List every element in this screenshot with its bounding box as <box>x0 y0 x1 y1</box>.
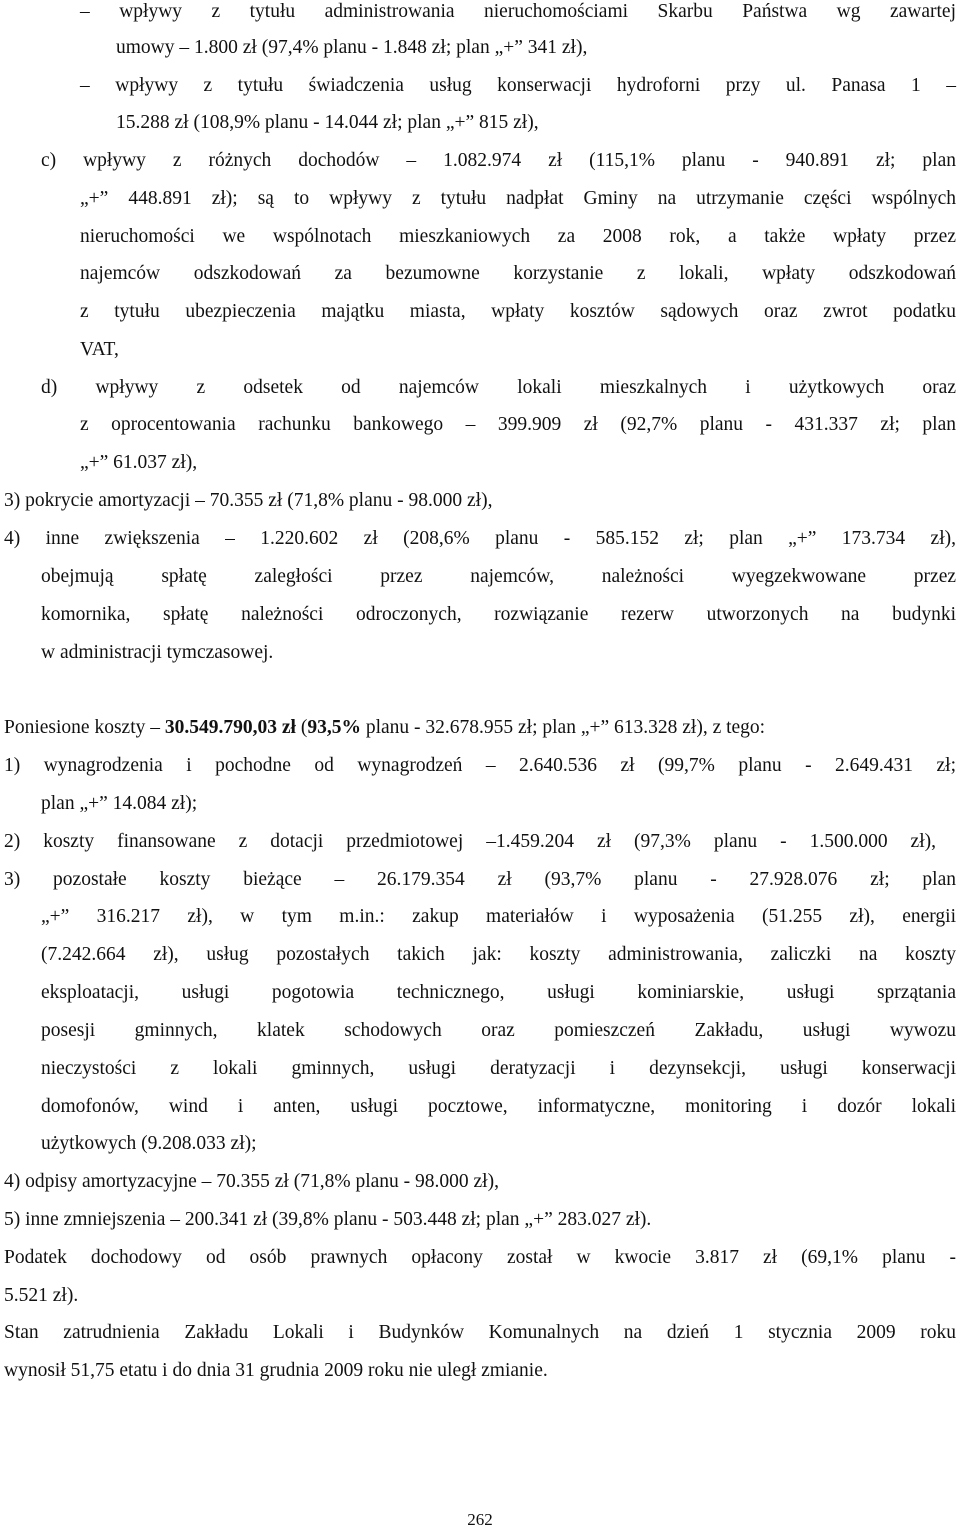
text-line: Stan zatrudnienia Zakładu Lokali i Budynków Komunalnych na dzień 1 stycznia 2009 roku <box>4 1322 956 1343</box>
text-line: 4) odpisy amortyzacyjne – 70.355 zł (71,8% planu - 98.000 zł), <box>4 1171 499 1192</box>
text-line: komornika, spłatę należności odroczonych, rozwiązanie rezerw utworzonych na budynki <box>41 604 956 625</box>
text-line: wynosił 51,75 etatu i do dnia 31 grudnia 2009 roku nie uległ zmianie. <box>4 1360 548 1381</box>
costs-percent: 93,5% <box>307 717 361 738</box>
costs-label: Poniesione koszty – <box>4 717 165 738</box>
text-line: 3) pozostałe koszty bieżące – 26.179.354 zł (93,7% planu - 27.928.076 zł; plan <box>4 869 956 890</box>
text-line: eksploatacji, usługi pogotowia technicznego, usługi kominiarskie, usługi sprzątania <box>41 982 956 1003</box>
text-line: plan „+” 14.084 zł); <box>41 793 198 814</box>
costs-heading-line <box>4 716 765 740</box>
text-line: domofonów, wind i anten, usługi pocztowe, informatyczne, monitoring i dozór lokali <box>41 1096 956 1117</box>
text-line: c) wpływy z różnych dochodów – 1.082.974 zł (115,1% planu - 940.891 zł; plan <box>41 150 956 171</box>
text-line: posesji gminnych, klatek schodowych oraz pomieszczeń Zakładu, usługi wywozu <box>41 1020 956 1041</box>
text-line: z oprocentowania rachunku bankowego – 399.909 zł (92,7% planu - 431.337 zł; plan <box>80 414 956 435</box>
text-line: „+” 316.217 zł), w tym m.in.: zakup materiałów i wyposażenia (51.255 zł), energii <box>41 906 956 927</box>
text-line: – wpływy z tytułu świadczenia usług konserwacji hydroforni przy ul. Panasa 1 – <box>80 75 956 96</box>
text-line: najemców odszkodowań za bezumowne korzystanie z lokali, wpłaty odszkodowań <box>80 263 956 284</box>
text-line: obejmują spłatę zaległości przez najemców, należności wyegzekwowane przez <box>41 566 956 587</box>
text-line: Podatek dochodowy od osób prawnych opłacony został w kwocie 3.817 zł (69,1% planu - <box>4 1247 956 1268</box>
costs-rest: planu - 32.678.955 zł; plan „+” 613.328 zł), z tego: <box>360 717 766 738</box>
text-line: 5.521 zł). <box>4 1285 79 1306</box>
costs-total: 30.549.790,03 zł <box>164 717 296 738</box>
text-line: 1) wynagrodzenia i pochodne od wynagrodzeń – 2.640.536 zł (99,7% planu - 2.649.431 zł; <box>4 755 956 776</box>
page-number: 262 <box>467 1510 493 1529</box>
text-line: 3) pokrycie amortyzacji – 70.355 zł (71,8% planu - 98.000 zł), <box>4 490 493 511</box>
text-line: (7.242.664 zł), usług pozostałych takich jak: koszty administrowania, zaliczki na koszty <box>41 944 956 965</box>
text-line: użytkowych (9.208.033 zł); <box>41 1133 257 1154</box>
text-line: w administracji tymczasowej. <box>41 642 274 663</box>
text-line: 2) koszty finansowane z dotacji przedmiotowej –1.459.204 zł (97,3% planu - 1.500.000 zł), <box>4 831 936 852</box>
text-line: „+” 448.891 zł); są to wpływy z tytułu nadpłat Gminy na utrzymanie części wspólnych <box>80 188 956 209</box>
text-line: d) wpływy z odsetek od najemców lokali mieszkalnych i użytkowych oraz <box>41 377 956 398</box>
text-line: „+” 61.037 zł), <box>80 452 198 473</box>
text-line: – wpływy z tytułu administrowania nieruchomościami Skarbu Państwa wg zawartej <box>80 1 956 22</box>
text-line: nieczystości z lokali gminnych, usługi deratyzacji i dezynsekcji, usługi konserwacji <box>41 1058 956 1079</box>
text-line: nieruchomości we wspólnotach mieszkaniowych za 2008 rok, a także wpłaty przez <box>80 226 956 247</box>
text-line: 5) inne zmniejszenia – 200.341 zł (39,8% planu - 503.448 zł; plan „+” 283.027 zł). <box>4 1209 652 1230</box>
text-line: VAT, <box>80 339 119 360</box>
text-line: umowy – 1.800 zł (97,4% planu - 1.848 zł; plan „+” 341 zł), <box>116 37 588 58</box>
text-line: 15.288 zł (108,9% planu - 14.044 zł; plan „+” 815 zł), <box>116 112 539 133</box>
text-line: z tytułu ubezpieczenia majątku miasta, wpłaty kosztów sądowych oraz zwrot podatku <box>80 301 956 322</box>
text-line: 4) inne zwiększenia – 1.220.602 zł (208,6% planu - 585.152 zł; plan „+” 173.734 zł), <box>4 528 956 549</box>
costs-paren: ( <box>295 717 308 738</box>
